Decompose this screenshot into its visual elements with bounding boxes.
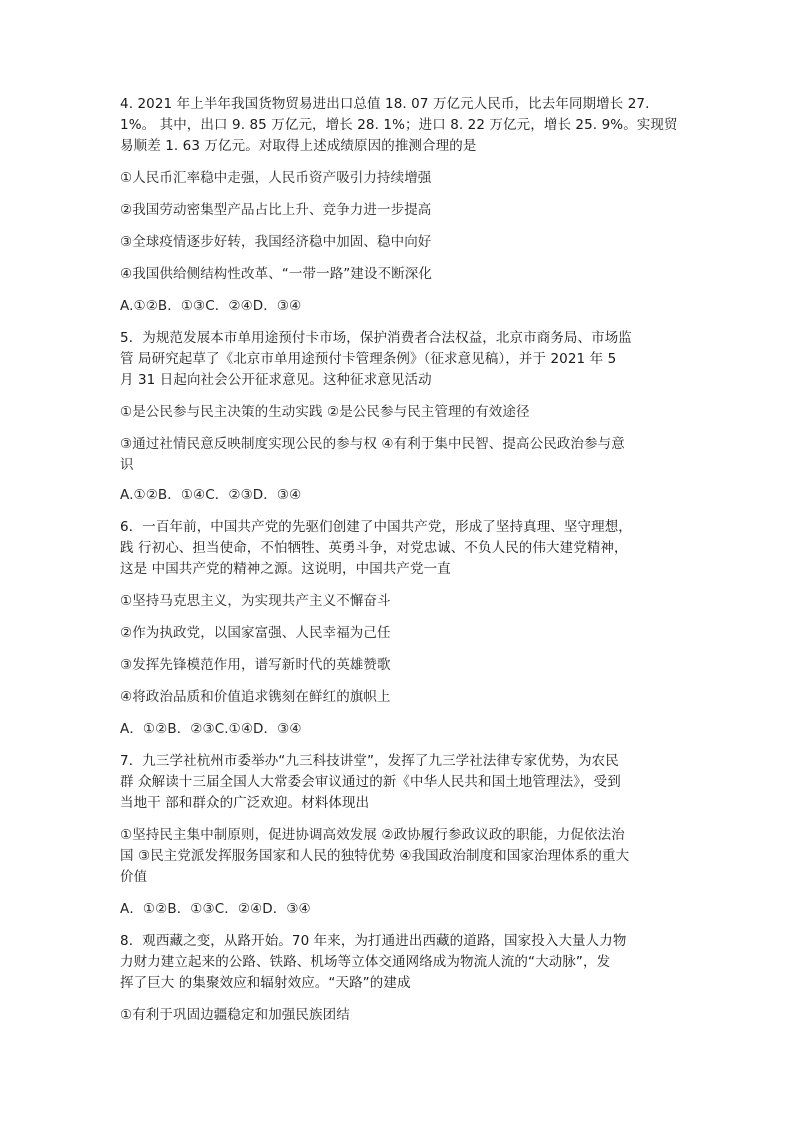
question-7-option-line-2: 国 ③民主党派发挥服务国家和人民的独特优势 ④我国政治制度和国家治理体系的重大 bbox=[120, 848, 630, 864]
question-4-stem-line-1: 4. 2021 年上半年我国货物贸易进出口总值 18. 07 万亿元人民币，比去年同期增长 27. bbox=[120, 96, 650, 112]
question-7-option-line-1: ①坚持民主集中制原则，促进协调高效发展 ②政协履行参政议政的职能，力促依法治 bbox=[120, 827, 625, 843]
question-7-stem-line-1: 7．九三学社杭州市委举办“九三科技讲堂”，发挥了九三学社法律专家优势，为农民 bbox=[120, 753, 619, 769]
question-5-stem-line-3: 月 31 日起向社会公开征求意见。这种征求意见活动 bbox=[120, 372, 432, 388]
question-6-option-2: ②作为执政党，以国家富强、人民幸福为己任 bbox=[120, 625, 391, 641]
question-5-option-1: ①是公民参与民主决策的生动实践 ②是公民参与民主管理的有效途径 bbox=[120, 404, 530, 420]
question-7-option-line-3: 价值 bbox=[120, 869, 148, 885]
question-7-stem-line-3: 当地干 部和群众的广泛欢迎。材料体现出 bbox=[120, 795, 370, 811]
question-4-stem-line-2: 1%。 其中，出口 9. 85 万亿元，增长 28. 1%；进口 8. 22 万亿元，增长 25. 9%。实现贸 bbox=[120, 117, 678, 133]
question-6-choices: A．①②B．②③C.①④D．③④ bbox=[120, 721, 302, 737]
question-6-stem-line-2: 践 行初心、担当使命，不怕牺牲、英勇斗争，对党忠诚、不负人民的伟大建党精神， bbox=[120, 540, 628, 556]
question-7-stem-line-2: 群 众解读十三届全国人大常委会审议通过的新《中华人民共和国土地管理法》，受到 bbox=[120, 774, 621, 790]
question-6-option-1: ①坚持马克思主义，为实现共产主义不懈奋斗 bbox=[120, 593, 391, 609]
question-6-stem-line-3: 这是 中国共产党的精神之源。这说明，中国共产党一直 bbox=[120, 561, 451, 577]
question-4-choices: A.①②B．①③C．②④D．③④ bbox=[120, 298, 302, 314]
question-8-stem-line-3: 挥了巨大 的集聚效应和辐射效应。“天路”的建成 bbox=[120, 975, 411, 991]
question-6-option-3: ③发挥先锋模范作用，谱写新时代的英雄赞歌 bbox=[120, 657, 391, 673]
question-8-stem-line-1: 8．观西藏之变，从路开始。70 年来，为打通进出西藏的道路，国家投入大量人力物 bbox=[120, 933, 627, 949]
question-5-stem-line-2: 管 局研究起草了《北京市单用途预付卡管理条例》（征求意见稿），并于 2021 年 5 bbox=[120, 351, 617, 367]
question-4-stem-line-3: 易顺差 1. 63 万亿元。对取得上述成绩原因的推测合理的是 bbox=[120, 138, 477, 154]
question-4-option-2: ②我国劳动密集型产品占比上升、竞争力进一步提高 bbox=[120, 202, 432, 218]
question-8-option-1: ①有利于巩固边疆稳定和加强民族团结 bbox=[120, 1007, 350, 1023]
question-5-option-2: ③通过社情民意反映制度实现公民的参与权 ④有利于集中民智、提高公民政治参与意 bbox=[120, 436, 625, 452]
question-4-option-1: ①人民币汇率稳中走强，人民币资产吸引力持续增强 bbox=[120, 170, 432, 186]
question-6-stem-line-1: 6．一百年前，中国共产党的先驱们创建了中国共产党，形成了坚持真理、坚守理想， bbox=[120, 519, 632, 535]
question-8-stem-line-2: 力财力建立起来的公路、铁路、机场等立体交通网络成为物流人流的“大动脉”，发 bbox=[120, 954, 611, 970]
question-5-choices: A.①②B．①④C．②③D．③④ bbox=[120, 487, 302, 503]
question-4-option-3: ③全球疫情逐步好转，我国经济稳中加固、稳中向好 bbox=[120, 234, 432, 250]
question-5-stem-line-1: 5．为规范发展本市单用途预付卡市场，保护消费者合法权益，北京市商务局、市场监 bbox=[120, 330, 632, 346]
question-5-option-2-cont: 识 bbox=[120, 457, 134, 473]
question-7-choices: A．①②B．①③C．②④D．③④ bbox=[120, 901, 311, 917]
question-4-option-4: ④我国供给侧结构性改革、“一带一路”建设不断深化 bbox=[120, 266, 432, 282]
question-6-option-4: ④将政治品质和价值追求镌刻在鲜红的旗帜上 bbox=[120, 689, 391, 705]
